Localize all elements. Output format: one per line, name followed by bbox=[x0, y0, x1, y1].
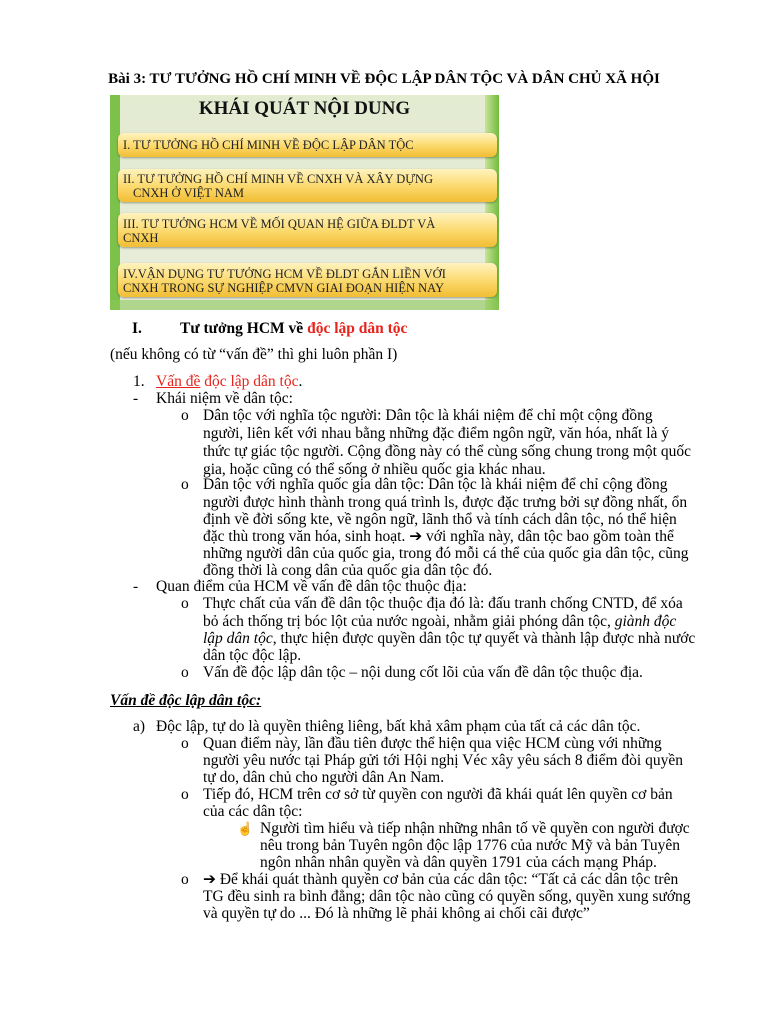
concept-sub2-line: định về đời sống kte, về ngôn ngữ, lãnh thổ và tính cách dân tộc, nó thể hiện bbox=[203, 511, 677, 528]
slide-item-line: CNXH TRONG SỰ NGHIỆP CMVN GIAI ĐOẠN HIỆN NAY bbox=[123, 281, 445, 295]
item-a-sub3-line: TG đều sinh ra bình đẳng; dân tộc nào cũng có quyền sống, quyền xung sướng bbox=[203, 888, 691, 905]
concept-sub2-line: những người dân của quốc gia, trong đó mỗi cá thể của quốc gia dân tộc, cũng bbox=[203, 545, 689, 562]
slide-item-line: II. TƯ TƯỞNG HỒ CHÍ MINH VỀ CNXH VÀ XÂY DỰNG bbox=[123, 172, 433, 186]
circle-bullet: o bbox=[181, 735, 189, 752]
item-a-sub2-line: Tiếp đó, HCM trên cơ sở từ quyền con người đã khái quát lên quyền cơ bản bbox=[203, 786, 673, 803]
slide-item-3 bbox=[118, 213, 497, 247]
section-heading bbox=[180, 320, 407, 338]
slide-item-line: CNXH bbox=[123, 231, 159, 245]
item-a-subsub-line: nêu trong bản Tuyên ngôn độc lập 1776 của nước Mỹ và bản Tuyên bbox=[260, 837, 680, 854]
concept-sub2-line: người được hình thành trong quá trình ls, được đặc trưng bởi sự đồng nhất, ổn bbox=[203, 494, 688, 511]
viewpoint-label: Quan điểm của HCM về vấn đề dân tộc thuộc địa: bbox=[156, 578, 467, 595]
item-a-subsub-line: ngôn nhân nhân quyền và dân quyền 1791 của cách mạng Pháp. bbox=[260, 854, 657, 871]
slide-item-2 bbox=[118, 169, 497, 202]
viewpoint-sub1-line: Thực chất của vấn đề dân tộc thuộc địa đó là: đấu tranh chống CNTD, để xóa bbox=[203, 595, 683, 612]
viewpoint-sub1-italic: giành độc bbox=[614, 613, 677, 630]
item-a-sub1-line: tự do, dân chủ cho người dân An Nam. bbox=[203, 769, 445, 786]
slide-item-4 bbox=[118, 263, 497, 297]
circle-bullet: o bbox=[181, 664, 189, 681]
item-heading-rest: độc lập dân tộc bbox=[200, 373, 299, 390]
item-a-text: Độc lập, tự do là quyền thiêng liêng, bất khả xâm phạm của tất cả các dân tộc. bbox=[156, 718, 641, 735]
slide-heading: KHÁI QUÁT NỘI DUNG bbox=[198, 98, 411, 119]
slide-bottom-stripe bbox=[110, 300, 499, 310]
viewpoint-sub1-text: bỏ ách thống trị bóc lột của nước ngoài, nhằm giải phóng dân tộc, bbox=[203, 613, 615, 630]
item-a-sub2-line: của các dân tộc: bbox=[203, 803, 303, 820]
item-a-sub1-line: người yêu nước tại Pháp gửi tới Hội nghị Véc xây yêu sách 8 điểm đòi quyền bbox=[203, 752, 683, 769]
slide-item-1 bbox=[118, 133, 497, 157]
slide-item-line: CNXH Ở VIỆT NAM bbox=[133, 186, 244, 200]
circle-bullet: o bbox=[181, 871, 189, 888]
viewpoint-sub1-italic: lập dân tộc bbox=[203, 630, 273, 647]
note-text: (nếu không có từ “vấn đề” thì ghi luôn phần I) bbox=[110, 346, 398, 363]
item-a-sub3-line: ➔ Để khái quát thành quyền cơ bản của các dân tộc: “Tất cả các dân tộc trên bbox=[203, 871, 679, 888]
viewpoint-sub1-text: , thực hiện được quyền dân tộc tự quyết và thành lập được nhà nước bbox=[272, 630, 696, 647]
concept-sub2-line: đồng thời là cong dân của quốc gia dân tộc đó. bbox=[203, 562, 493, 579]
dash-bullet: - bbox=[133, 578, 139, 595]
dash-bullet: - bbox=[133, 390, 139, 407]
section-number: I. bbox=[132, 320, 142, 337]
viewpoint-sub2-line: Vấn đề độc lập dân tộc – nội dung cốt lõi của vấn đề dân tộc thuộc địa. bbox=[203, 664, 643, 681]
slide-item-line: III. TƯ TƯỞNG HCM VỀ MỐI QUAN HỆ GIỮA ĐLDT VÀ bbox=[123, 217, 436, 231]
concept-sub1-line: gia, hoặc cũng có thể sống ở nhiều quốc gia khác nhau. bbox=[203, 461, 546, 478]
concept-sub1-line: thức tự giác tộc người. Cộng đồng này có thể cùng sống chung trong một quốc bbox=[203, 443, 691, 460]
circle-bullet: o bbox=[181, 407, 189, 424]
subsection-heading: Vấn đề độc lập dân tộc: bbox=[110, 692, 262, 709]
concept-sub2-line: đặc thù trong văn hóa, sinh hoạt. ➔ với nghĩa này, dân tộc bao gồm toàn thể bbox=[203, 528, 674, 545]
circle-bullet: o bbox=[181, 476, 189, 493]
overview-slide-image bbox=[110, 95, 499, 310]
document-title: Bài 3: TƯ TƯỞNG HỒ CHÍ MINH VỀ ĐỘC LẬP DÂN TỘC VÀ DÂN CHỦ XÃ HỘI bbox=[108, 71, 660, 87]
item-heading-period: . bbox=[298, 373, 303, 390]
item-number: 1. bbox=[133, 373, 145, 390]
concept-sub1-line: Dân tộc với nghĩa tộc người: Dân tộc là khái niệm để chỉ một cộng đồng bbox=[203, 407, 653, 424]
item-a-sub3-line: và quyền tự do ... Đó là những lẽ phải không ai chối cãi được” bbox=[203, 905, 590, 922]
concept-sub1-line: người, liên kết với nhau bằng những đặc điểm ngôn ngữ, văn hóa, nhất là ý bbox=[203, 425, 670, 442]
item-a-sub1-line: Quan điểm này, lần đầu tiên được thể hiện qua việc HCM cùng với những bbox=[203, 735, 662, 752]
pointer-icon: ☝ bbox=[237, 821, 254, 836]
item-a-subsub-line: Người tìm hiểu và tiếp nhận những nhân tố về quyền con người được bbox=[260, 820, 690, 837]
concept-sub2-line: Dân tộc với nghĩa quốc gia dân tộc: Dân tộc là khái niệm để chỉ cộng đồng bbox=[203, 476, 668, 493]
viewpoint-sub1-line bbox=[203, 613, 676, 631]
circle-bullet: o bbox=[181, 786, 189, 803]
viewpoint-sub1-line: dân tộc độc lập. bbox=[203, 647, 302, 664]
section-heading-prefix: Tư tưởng HCM về bbox=[180, 320, 308, 337]
concept-label: Khái niệm về dân tộc: bbox=[156, 390, 293, 407]
circle-bullet: o bbox=[181, 595, 189, 612]
slide-item-line: IV.VẬN DỤNG TƯ TƯỞNG HCM VỀ ĐLDT GẮN LIỀN VỚI bbox=[123, 267, 446, 281]
viewpoint-sub1-line bbox=[203, 630, 695, 648]
slide-item-line: I. TƯ TƯỞNG HỒ CHÍ MINH VỀ ĐỘC LẬP DÂN TỘC bbox=[123, 138, 414, 152]
section-heading-highlight: độc lập dân tộc bbox=[307, 320, 408, 337]
item-heading bbox=[156, 373, 302, 391]
item-heading-underlined: Vấn đề bbox=[156, 373, 201, 390]
item-a-label: a) bbox=[133, 718, 146, 735]
